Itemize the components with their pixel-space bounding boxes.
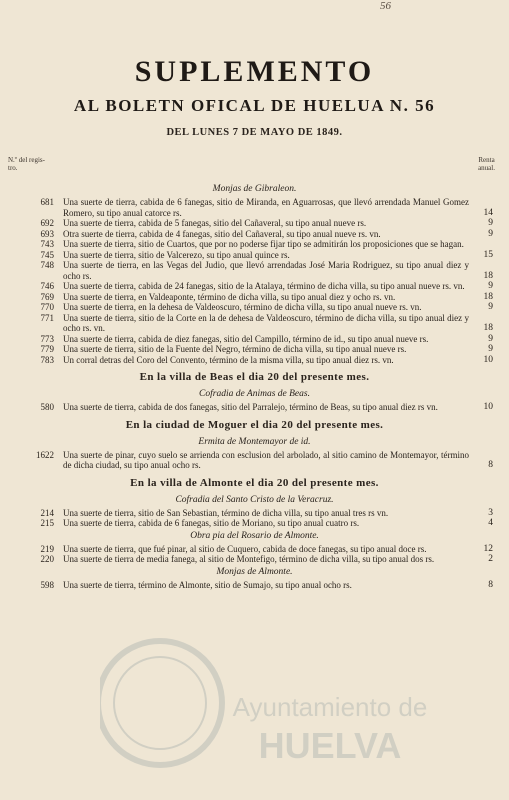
registry-number: 693: [40, 228, 54, 239]
entry-description: Una suerte de tierra, cabida de 6 fanegas, sitio de Moriano, su tipo anual cuatro rs.: [63, 518, 360, 528]
annual-rent: 9: [488, 344, 493, 354]
registry-entry: [0, 544, 509, 555]
registry-entry: [0, 313, 509, 334]
registry-number: 745: [40, 249, 54, 260]
registry-number: 770: [40, 302, 54, 312]
registry-number: 748: [40, 260, 54, 270]
registry-entry: [0, 355, 509, 366]
seal-ring: [100, 641, 222, 765]
annual-rent: 9: [488, 218, 493, 228]
entry-description: Una suerte de tierra, sitio de la Fuente del Negro, término de dicha villa, su tipo anual nueve rs.: [63, 344, 407, 354]
entry-description: Una suerte de tierra de media fanega, al sitio de Montefigo, término de dicha villa, su tipo anual dos rs.: [63, 554, 435, 564]
entry-description: Una suerte de tierra, sitio de Cuartos, que por no poderse fijar tipo se admitirán los proposiciones que se hagan.: [63, 239, 464, 249]
registry-number: 219: [40, 543, 54, 554]
document-body: [0, 182, 509, 590]
entry-description: Una suerte de tierra, cabida de 5 fanegas, sitio del Cañaveral, su tipo anual nueve rs.: [63, 218, 367, 228]
entry-description: Una suerte de tierra, en la dehesa de Valdeoscuro, término de dicha villa, su tipo anual nueve rs. vn.: [63, 302, 422, 312]
annual-rent: 8: [488, 460, 493, 470]
registry-number: 220: [40, 554, 54, 564]
watermark-seal: [100, 618, 460, 788]
annual-rent: 10: [483, 402, 493, 412]
registry-entry: [0, 250, 509, 261]
watermark-line2: HUELVA: [258, 725, 402, 766]
annual-rent: 9: [488, 281, 493, 291]
registry-entry: [0, 344, 509, 355]
entry-description: Una suerte de tierra, cabida de 6 fanegas, sitio de Miranda, en Aguarrosas, que llevó arrendada Manuel Gomez Romero, su tipo anual catorce rs.: [63, 197, 469, 218]
entry-description: Una suerte de tierra, que fué pinar, al sitio de Cuquero, cabida de doce fanegas, su tipo anual doce rs.: [63, 543, 427, 554]
registry-entry: [0, 197, 509, 218]
entry-description: Una suerte de tierra, sitio de la Corte en la de dehesa de Valdeoscuro, término de dicha villa, su tipo anual diez y ocho rs. vn.: [63, 312, 469, 333]
section-heading: Cofradia del Santo Cristo de la Veracruz.: [175, 494, 334, 505]
registry-entry: [0, 229, 509, 240]
annual-rent: 4: [488, 518, 493, 528]
locality-heading: En la ciudad de Moguer el dia 20 del presente mes.: [125, 418, 384, 431]
registry-number: 769: [40, 291, 54, 302]
registry-number: 215: [40, 518, 54, 528]
registry-entry: [0, 518, 509, 529]
entry-description: Una suerte de tierra, cabida de dos fanegas, sitio del Parralejo, término de Beas, su tipo anual diez rs vn.: [63, 402, 438, 412]
registry-entry: [0, 334, 509, 345]
registry-entry: [0, 508, 509, 519]
registry-number: 1622: [36, 449, 54, 460]
registry-entry: [0, 450, 509, 471]
locality-heading: En la villa de Beas el dia 20 del presente mes.: [139, 371, 370, 383]
entry-description: Una suerte de tierra, en las Vegas del Judio, que llevó arrendadas José Maria Rodriguez, su tipo anual diez y ocho rs.: [63, 260, 469, 281]
registry-entry: [0, 580, 509, 591]
registry-number: 783: [40, 354, 54, 365]
annual-rent: 15: [483, 249, 493, 260]
registry-entry: [0, 292, 509, 303]
annual-rent: 8: [488, 579, 493, 590]
registry-entry: [0, 260, 509, 281]
entry-description: Una suerte de tierra, sitio de San Sebastian, término de dicha villa, su tipo anual tres rs vn.: [63, 507, 389, 518]
annual-rent: 12: [483, 543, 493, 554]
annual-rent: 9: [488, 228, 493, 239]
entry-description: Una suerte de tierra, sitio de Valcerezo, su tipo anual quince rs.: [63, 249, 290, 260]
entry-description: Una suerte de tierra, en Valdeaponte, término de dicha villa, su tipo anual diez y ocho rs. vn.: [63, 291, 396, 302]
registry-number: 773: [40, 333, 54, 344]
registry-number: 746: [40, 281, 54, 291]
entry-description: Una suerte de tierra, cabida de 24 fanegas, sitio de la Atalaya, término de dicha villa, su tipo anual nueve rs. vn.: [63, 281, 465, 291]
registry-entry: [0, 239, 509, 250]
column-header-registry: N.º del regis- tro.: [8, 156, 45, 172]
page-subtitle: AL BOLETN OFICAL DE HUELUA N. 56: [73, 96, 436, 115]
page-title: SUPLEMENTO: [134, 55, 375, 88]
locality-heading: En la villa de Almonte el dia 20 del presente mes.: [130, 476, 379, 489]
annual-rent: 18: [483, 291, 493, 302]
annual-rent: 18: [483, 270, 493, 281]
entry-description: Una suerte de tierra, cabida de diez fanegas, sitio del Campillo, término de id., su tipo anual nueve rs.: [63, 333, 429, 344]
annual-rent: 14: [483, 207, 493, 218]
annual-rent: 3: [488, 507, 493, 518]
seal-inner: [114, 657, 206, 749]
entry-description: Otra suerte de tierra, cabida de 4 fanegas, sitio del Cañaveral, su tipo anual nueve rs. vn.: [63, 228, 381, 239]
registry-number: 598: [40, 579, 54, 590]
entry-description: Una suerte de tierra, término de Almonte, sitio de Sumajo, su tipo anual ocho rs.: [63, 579, 352, 590]
registry-number: 779: [40, 344, 54, 354]
registry-number: 681: [40, 197, 54, 207]
registry-number: 214: [40, 507, 54, 518]
watermark-line1: Ayuntamiento de: [232, 692, 428, 722]
registry-number: 692: [40, 218, 54, 228]
section-heading: Monjas de Gibraleon.: [212, 184, 297, 194]
section-heading: Cofradia de Animas de Beas.: [199, 389, 310, 399]
entry-description: Una suerte de pinar, cuyo suelo se arrienda con esclusion del arbolado, al sitio camino de Montemayor, término de dicha ciudad, su tipo anual ocho rs.: [63, 449, 469, 470]
section-heading: Ermita de Montemayor de id.: [198, 436, 311, 447]
registry-number: 743: [40, 239, 54, 249]
registry-number: 771: [40, 312, 54, 323]
annual-rent: 2: [488, 554, 493, 564]
section-heading: Monjas de Almonte.: [216, 566, 293, 577]
entry-description: Un corral detras del Coro del Convento, término de la misma villa, su tipo anual diez rs. vn.: [63, 354, 394, 365]
registry-entry: [0, 402, 509, 413]
folio-number: 56: [380, 0, 391, 12]
column-header-rent: Renta anual.: [478, 156, 495, 172]
section-heading: Obra pia del Rosario de Almonte.: [190, 530, 319, 541]
registry-entry: [0, 302, 509, 313]
registry-entry: [0, 554, 509, 565]
registry-entry: [0, 218, 509, 229]
dateline: DEL LUNES 7 DE MAYO DE 1849.: [166, 127, 343, 138]
annual-rent: 18: [483, 323, 493, 333]
annual-rent: 10: [483, 354, 493, 365]
annual-rent: 9: [488, 302, 493, 312]
registry-number: 580: [40, 402, 54, 412]
annual-rent: 9: [488, 333, 493, 344]
registry-entry: [0, 281, 509, 292]
